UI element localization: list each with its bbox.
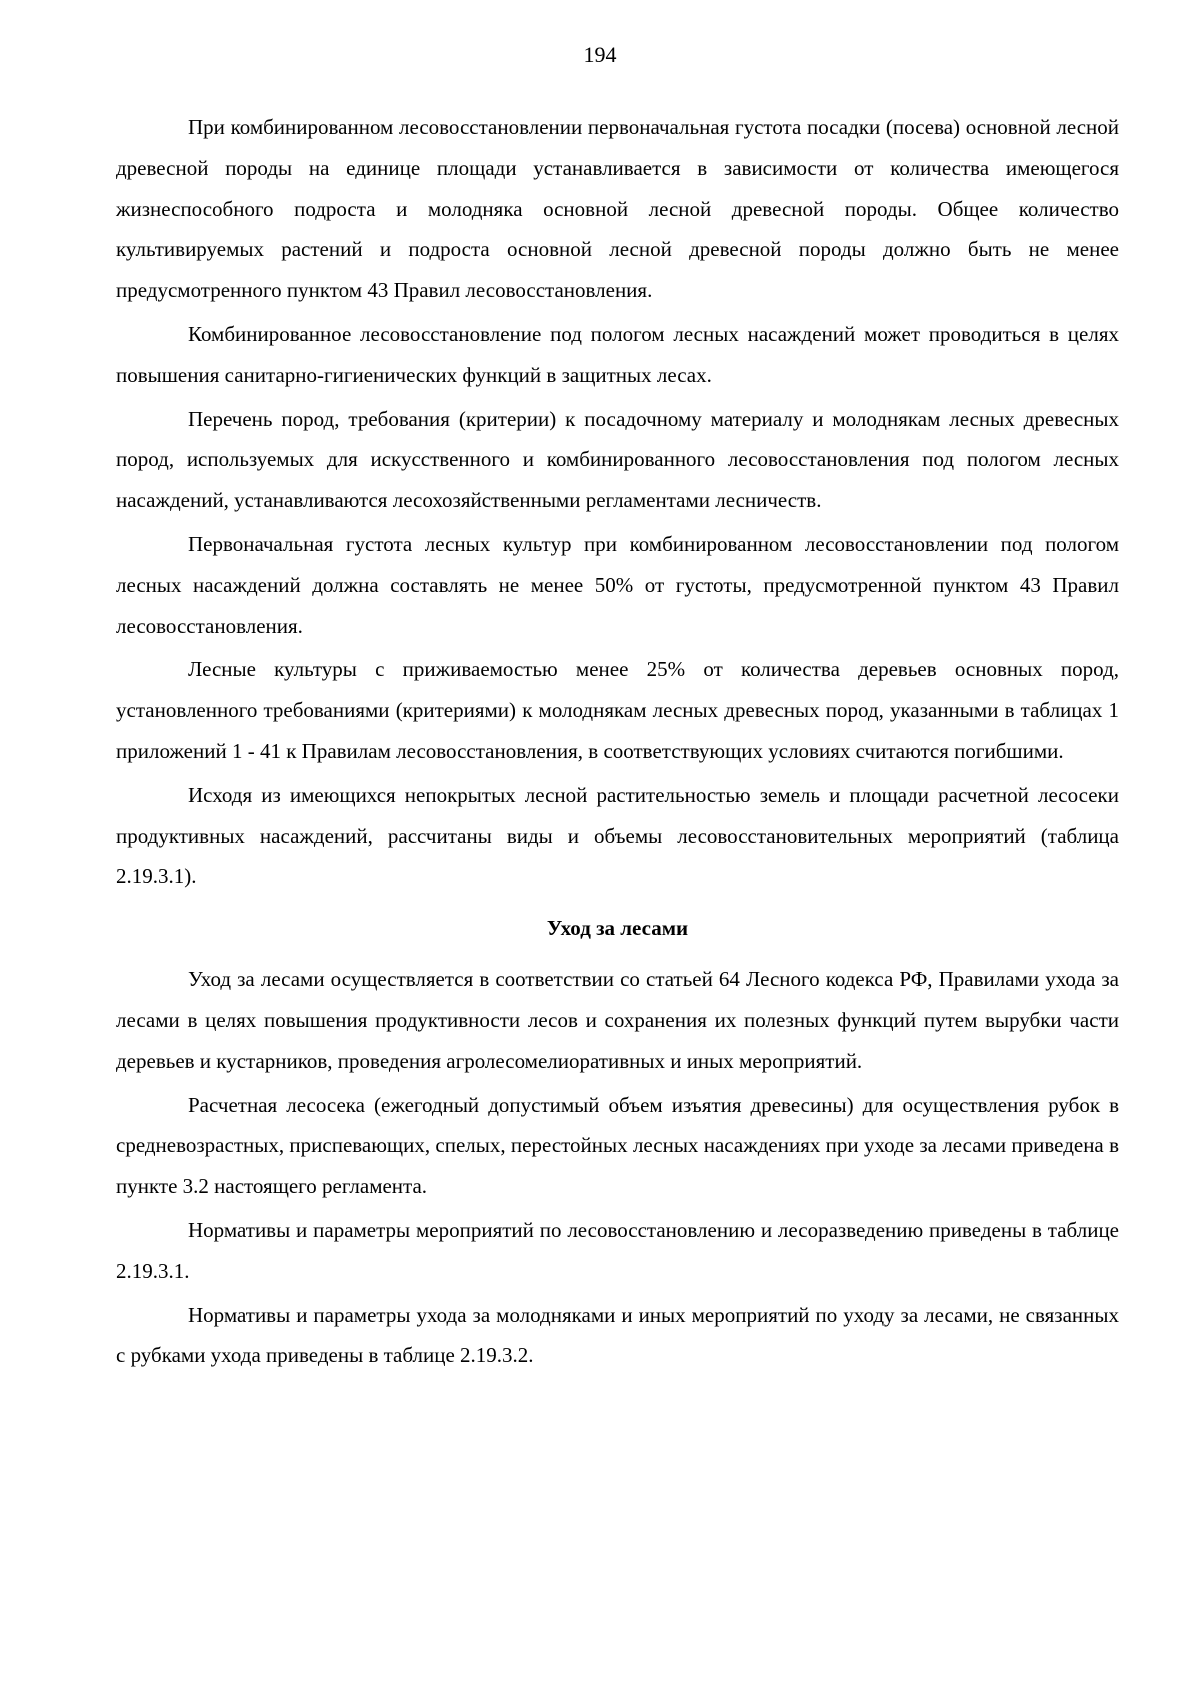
paragraph: Перечень пород, требования (критерии) к посадочному материалу и молоднякам лесных древесных пород, используемых для искусственного и комбинированного лесовосстановления под пологом лесных насаждений, устанавливаются лесохозяйственными регламентами лесничеств.	[116, 406, 1119, 513]
document-body	[116, 107, 1119, 1379]
paragraph: Нормативы и параметры ухода за молодняками и иных мероприятий по уходу за лесами, не связанных с рубками ухода приведены в таблице 2.19.3.2.	[116, 1302, 1119, 1368]
paragraph: Нормативы и параметры мероприятий по лесовосстановлению и лесоразведению приведены в таблице 2.19.3.1.	[116, 1217, 1119, 1283]
paragraph: При комбинированном лесовосстановлении первоначальная густота посадки (посева) основной лесной древесной породы на единице площади устанавливается в зависимости от количества имеющегося жизнеспособного подроста и молодняка основной лесной древесной породы. Общее количество культивируемых растений и подроста основной лесной древесной породы должно быть не менее предусмотренного пунктом 43 Правил лесовосстановления.	[116, 115, 1119, 303]
paragraph: Лесные культуры с приживаемостью менее 25% от количества деревьев основных пород, установленного требованиями (критериями) к молоднякам лесных древесных пород, указанными в таблицах 1 приложений 1 - 41 к Правилам лесовосстановления, в соответствующих условиях считаются погибшими.	[116, 657, 1119, 763]
paragraph: Исходя из имеющихся непокрытых лесной растительностью земель и площади расчетной лесосеки продуктивных насаждений, рассчитаны виды и объемы лесовосстановительных мероприятий (таблица 2.19.3.1).	[116, 782, 1119, 889]
paragraph: Комбинированное лесовосстановление под пологом лесных насаждений может проводиться в целях повышения санитарно-гигиенических функций в защитных лесах.	[116, 321, 1119, 387]
paragraph: Уход за лесами осуществляется в соответствии со статьей 64 Лесного кодекса РФ, Правилами ухода за лесами в целях повышения продуктивности лесов и сохранения их полезных функций путем вырубки части деревьев и кустарников, проведения агролесомелиоративных и иных мероприятий.	[116, 967, 1119, 1073]
section-heading: Уход за лесами	[546, 916, 689, 941]
paragraph: Расчетная лесосека (ежегодный допустимый объем изъятия древесины) для осуществления рубок в средневозрастных, приспевающих, спелых, перестойных лесных насаждениях при уходе за лесами приведена в пункте 3.2 настоящего регламента.	[116, 1092, 1119, 1199]
paragraph: Первоначальная густота лесных культур при комбинированном лесовосстановлении под пологом лесных насаждений должна составлять не менее 50% от густоты, предусмотренной пунктом 43 Правил лесовосстановления.	[116, 531, 1119, 638]
page-number: 194	[583, 42, 617, 67]
